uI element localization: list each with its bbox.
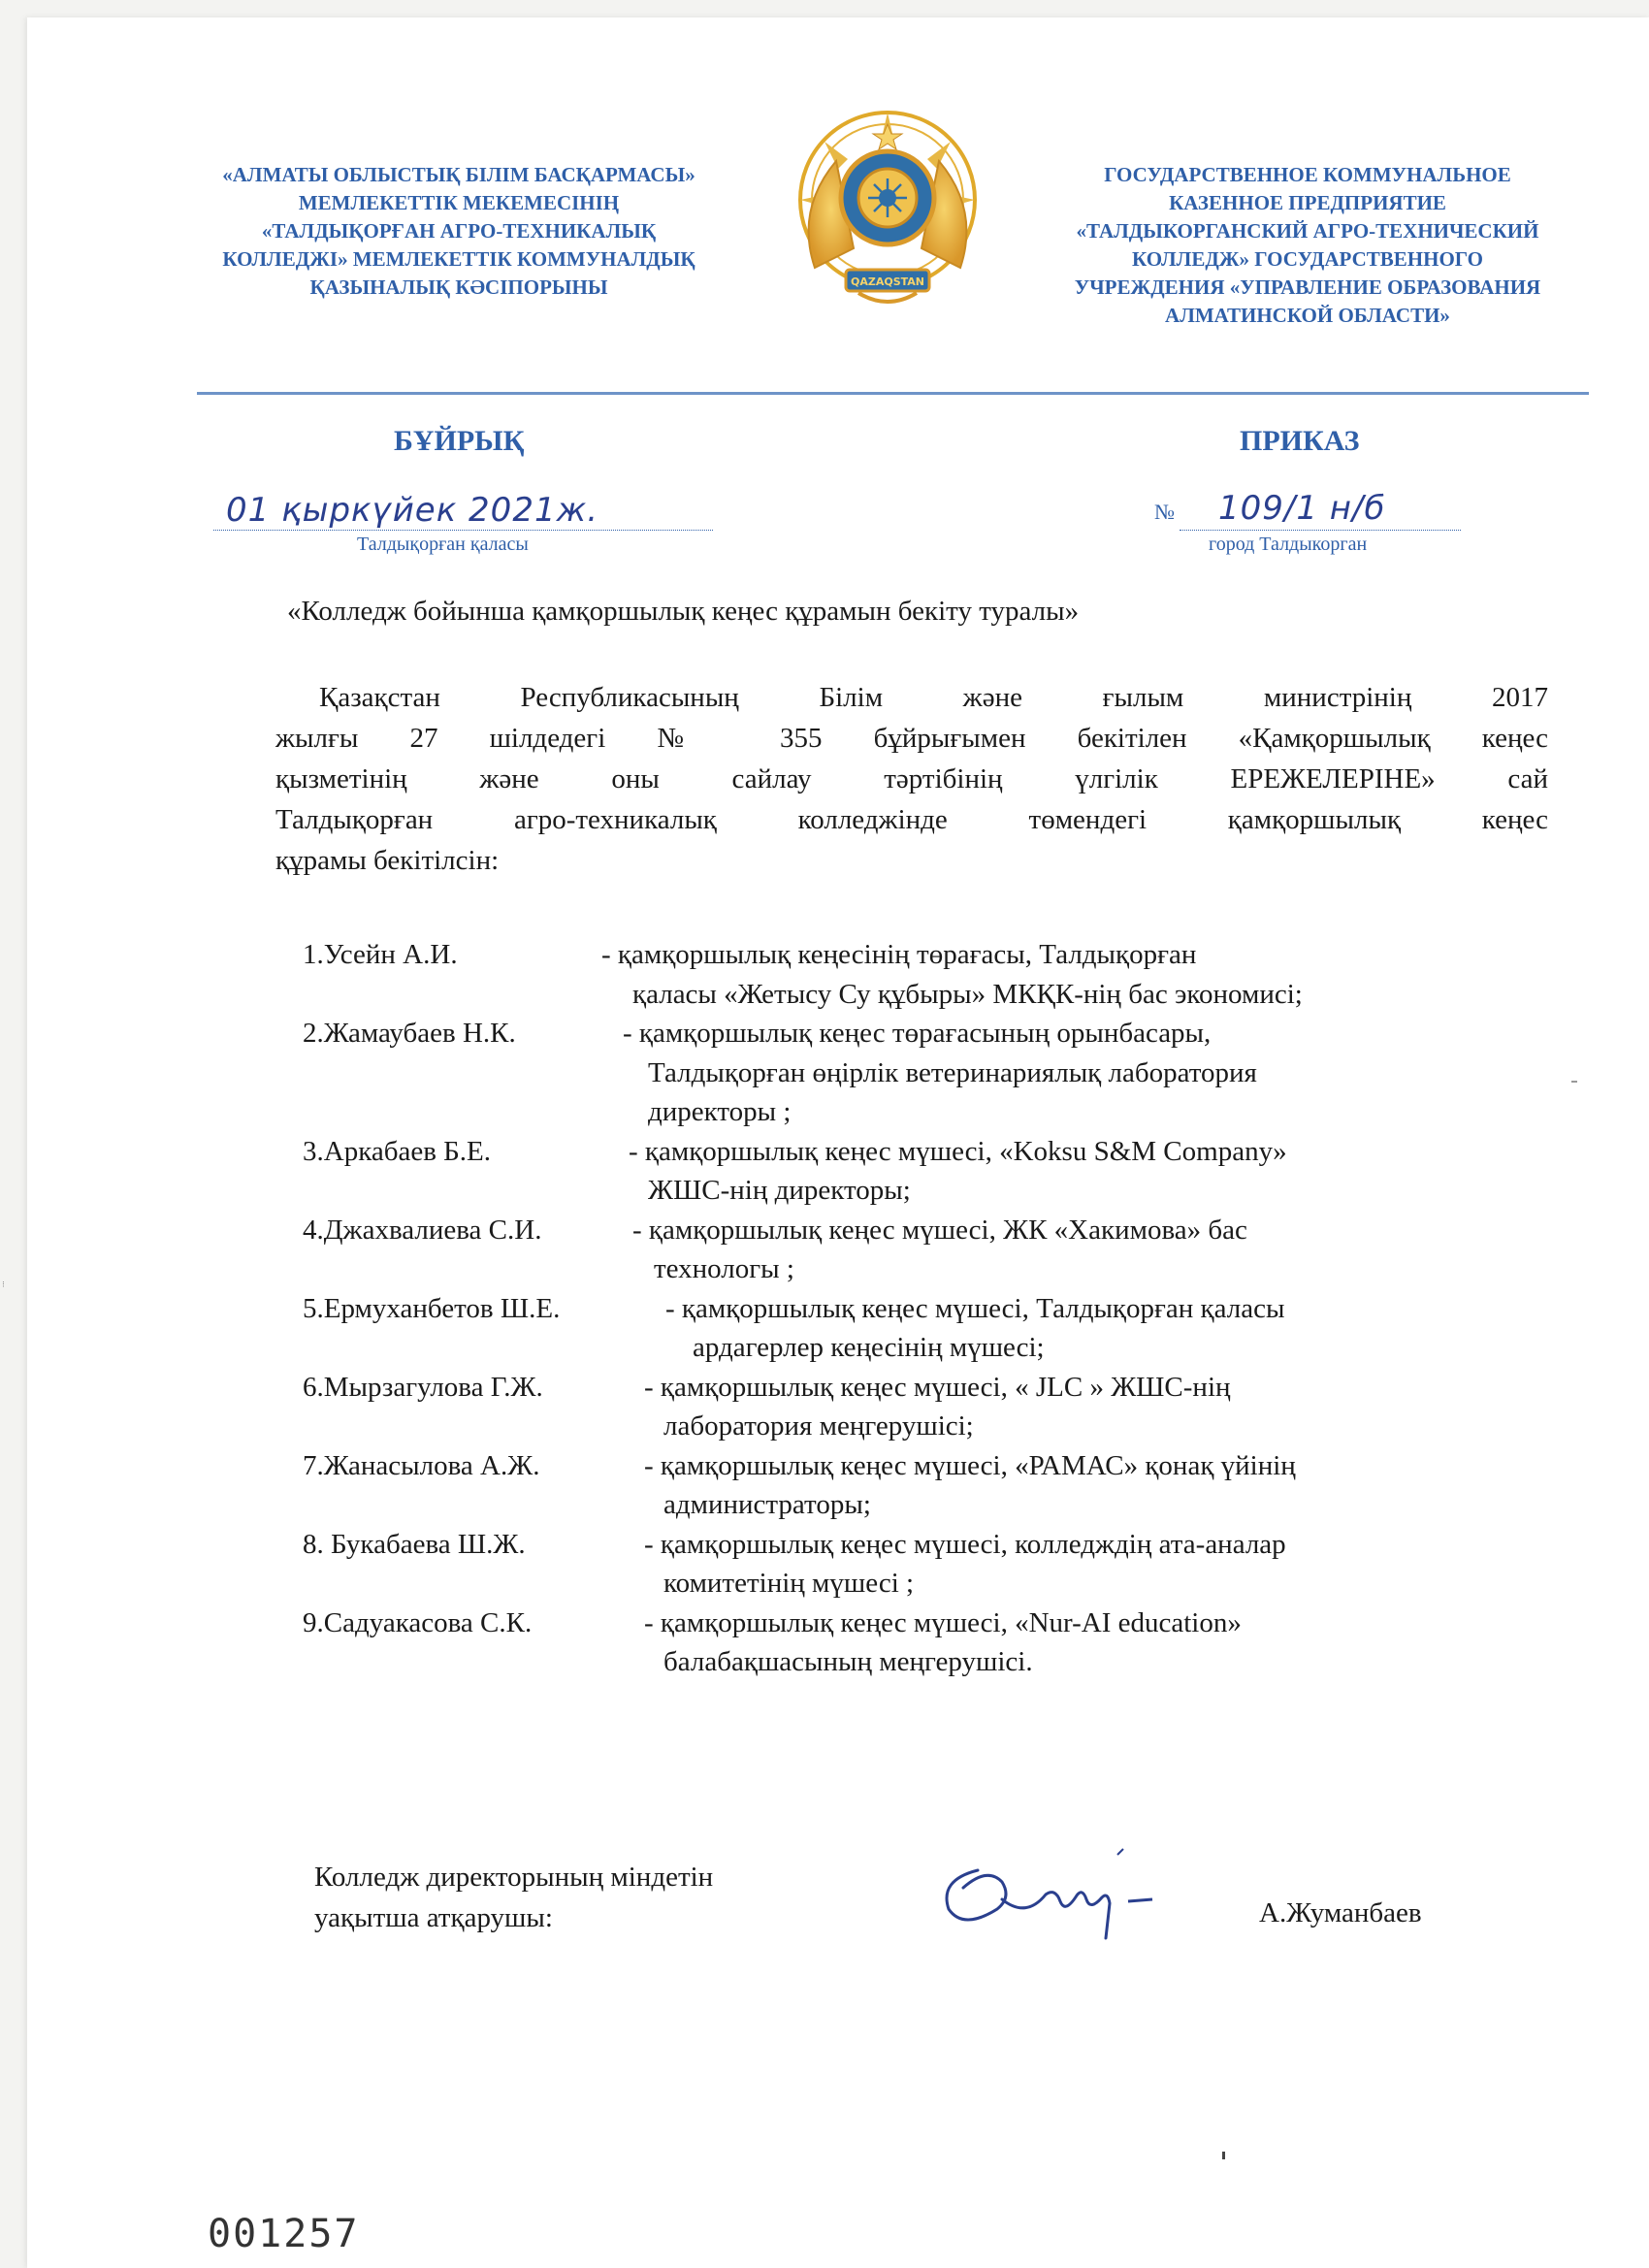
member-name: 7.Жанасылова А.Ж. xyxy=(303,1449,540,1481)
number-sign: № xyxy=(1154,500,1175,524)
signature-label-line: Колледж директорының міндетін xyxy=(314,1862,714,1893)
handwritten-signature xyxy=(920,1841,1191,1948)
number-underline xyxy=(1180,530,1461,531)
member-name: 9.Садуакасова С.К. xyxy=(303,1606,533,1638)
body-line: қызметінің және оны сайлау тәртібінің үлгілік ЕРЕЖЕЛЕРІНЕ» сай xyxy=(275,763,1548,794)
member-name: 1.Усейн А.И. xyxy=(303,939,458,970)
body-line: Қазақстан Республикасының Білім және ғылым министрінің 2017 xyxy=(319,682,1548,713)
member-role-cont: лаборатория меңгерушісі; xyxy=(663,1410,974,1442)
signature-label-line: уақытша атқарушы: xyxy=(314,1902,553,1933)
header-right-line: АЛМАТИНСКОЙ ОБЛАСТИ» xyxy=(1165,304,1450,327)
member-name: 4.Джахвалиева С.И. xyxy=(303,1214,542,1246)
header-right-line: КОЛЛЕДЖ» ГОСУДАРСТВЕННОГО xyxy=(1132,247,1483,271)
member-role-cont: технологы ; xyxy=(654,1253,794,1284)
doc-type-kz: БҰЙРЫҚ xyxy=(394,425,525,457)
member-role-cont: ардагерлер кеңесінің мүшесі; xyxy=(693,1332,1045,1363)
member-role: - қамқоршылық кеңес төрағасының орынбасары, xyxy=(623,1018,1212,1049)
document-page xyxy=(27,17,1649,2268)
member-role-cont: қаласы «Жетысу Су құбыры» МКҚК-нің бас экономисі; xyxy=(632,978,1303,1010)
header-divider xyxy=(197,392,1589,395)
state-emblem-icon xyxy=(786,103,989,316)
member-role: - қамқоршылық кеңес мүшесі, «РАМАС» қонақ үйінің xyxy=(644,1449,1296,1481)
header-left-line: ҚАЗЫНАЛЫҚ КӘСІПОРЫНЫ xyxy=(309,275,608,299)
body-line: Талдықорған агро-техникалық колледжінде төмендегі қамқоршылық кеңес xyxy=(275,804,1548,835)
signer-name: А.Жуманбаев xyxy=(1259,1897,1422,1928)
member-role-cont: балабақшасының меңгерушісі. xyxy=(663,1646,1033,1677)
member-name: 5.Ермуханбетов Ш.Е. xyxy=(303,1292,561,1324)
doc-type-ru: ПРИКАЗ xyxy=(1240,425,1360,457)
body-line: жылғы 27 шілдедегі № 355 бұйрығымен бекітілен «Қамқоршылық кеңес xyxy=(275,723,1548,754)
city-ru: город Талдыкорган xyxy=(1209,534,1368,555)
serial-number: 001257 xyxy=(208,2212,360,2256)
signature-label xyxy=(314,1857,713,1938)
member-role: - қамқоршылық кеңес мүшесі, колледждің ата-аналар xyxy=(644,1528,1286,1560)
header-right-line: УЧРЕЖДЕНИЯ «УПРАВЛЕНИЕ ОБРАЗОВАНИЯ xyxy=(1074,275,1541,299)
member-name: 8. Букабаева Ш.Ж. xyxy=(303,1528,526,1560)
member-role: - қамқоршылық кеңес мүшесі, «Nur-AI education» xyxy=(644,1606,1242,1638)
header-left-kz xyxy=(163,161,755,302)
header-right-line: ГОСУДАРСТВЕННОЕ КОММУНАЛЬНОЕ xyxy=(1104,163,1511,186)
city-kz: Талдықорған қаласы xyxy=(357,534,529,555)
order-body-paragraph xyxy=(275,677,1548,881)
scan-speck xyxy=(1571,1081,1577,1083)
body-line: құрамы бекітілсін: xyxy=(275,845,500,876)
scan-margin-mark: ⁝ xyxy=(2,1280,5,1290)
member-role: - қамқоршылық кеңес мүшесі, Талдықорған қаласы xyxy=(665,1292,1285,1324)
header-right-ru xyxy=(1017,161,1599,330)
order-title: «Колледж бойынша қамқоршылық кеңес құрамын бекіту туралы» xyxy=(287,596,1080,627)
member-role: - қамқоршылық кеңес мүшесі, «Koksu S&M Company» xyxy=(629,1135,1287,1167)
member-name: 3.Аркабаев Б.Е. xyxy=(303,1135,492,1167)
header-left-line: МЕМЛЕКЕТТІК МЕКЕМЕСІНІҢ xyxy=(298,191,620,214)
member-role-cont: администраторы; xyxy=(663,1489,871,1520)
member-role-cont: комитетінің мүшесі ; xyxy=(663,1568,915,1599)
header-right-line: «ТАЛДЫКОРГАНСКИЙ АГРО-ТЕХНИЧЕСКИЙ xyxy=(1076,219,1539,243)
date-underline xyxy=(213,530,713,531)
header-right-line: КАЗЕННОЕ ПРЕДПРИЯТИЕ xyxy=(1169,191,1446,214)
handwritten-date: 01 қыркүйек 2021ж. xyxy=(226,491,599,530)
member-role: - қамқоршылық кеңес мүшесі, « JLC » ЖШС-нің xyxy=(644,1371,1231,1403)
header-left-line: «ТАЛДЫҚОРҒАН АГРО-ТЕХНИКАЛЫҚ xyxy=(261,219,657,243)
member-role: - қамқоршылық кеңесінің төрағасы, Талдықорған xyxy=(601,939,1197,970)
header-left-line: КОЛЛЕДЖІ» МЕМЛЕКЕТТІК КОММУНАЛДЫҚ xyxy=(222,247,695,271)
header-left-line: «АЛМАТЫ ОБЛЫСТЫҚ БІЛІМ БАСҚАРМАСЫ» xyxy=(222,163,695,186)
member-name: 6.Мырзагулова Г.Ж. xyxy=(303,1371,543,1403)
member-role-cont: ЖШС-нің директоры; xyxy=(648,1175,911,1206)
emblem-banner-text: QAZAQSTAN xyxy=(851,275,924,288)
member-name: 2.Жамаубаев Н.К. xyxy=(303,1018,516,1049)
member-role-cont: Талдықорған өңірлік ветеринариялық лаборатория xyxy=(648,1056,1257,1088)
scan-speck xyxy=(1222,2152,1225,2159)
handwritten-order-number: 109/1 н/б xyxy=(1218,489,1386,528)
member-role: - қамқоршылық кеңес мүшесі, ЖК «Хакимова» бас xyxy=(632,1214,1247,1246)
member-role-cont: директоры ; xyxy=(648,1096,792,1127)
